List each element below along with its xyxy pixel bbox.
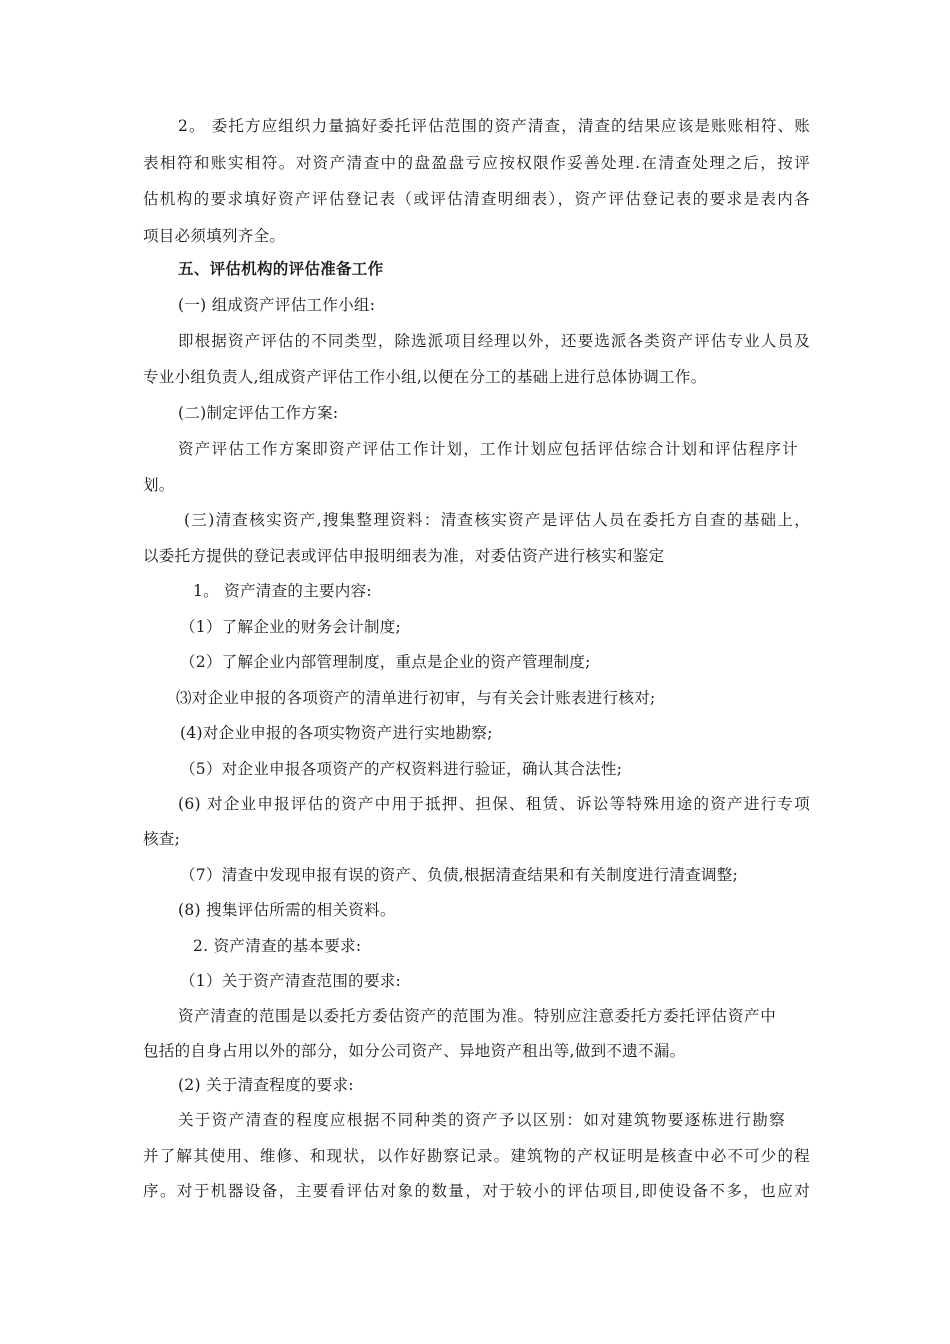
list-item: （7）清查中发现申报有误的资产、负债,根据清查结果和有关制度进行清查调整; — [180, 866, 739, 884]
list-item: （2）了解企业内部管理制度，重点是企业的资产管理制度; — [180, 653, 591, 671]
list-item: (6) 对企业申报评估的资产中用于抵押、担保、租赁、诉讼等特殊用途的资产进行专项 — [178, 795, 810, 813]
paragraph-line: 关于资产清查的程度应根据不同种类的资产予以区别：如对建筑物要逐栋进行勘察 — [178, 1111, 785, 1129]
paragraph-line: 资产清查的范围是以委托方委估资产的范围为准。特别应注意委托方委托评估资产中 — [178, 1007, 776, 1025]
list-item: (2) 关于清查程度的要求: — [178, 1076, 354, 1094]
subsection-heading: (二)制定评估工作方案: — [178, 404, 339, 422]
paragraph-line: 以委托方提供的登记表或评估申报明细表为准，对委估资产进行核实和鉴定 — [143, 547, 665, 565]
subsection-heading: (一) 组成资产评估工作小组: — [178, 296, 376, 314]
paragraph-line: 表相符和账实相符。对资产清查中的盘盈盘亏应按权限作妥善处理.在清查处理之后，按评 — [143, 154, 810, 172]
list-item: (8) 搜集评估所需的相关资料。 — [178, 901, 396, 919]
paragraph-line: 2。 委托方应组织力量搞好委托评估范围的资产清查，清查的结果应该是账账相符、账 — [178, 117, 810, 135]
paragraph-line: (三)清查核实资产,搜集整理资料：清查核实资产是评估人员在委托方自查的基础上， — [184, 511, 810, 529]
paragraph-line: 专业小组负责人,组成资产评估工作小组,以便在分工的基础上进行总体协调工作。 — [143, 368, 707, 386]
paragraph-line: 项目必须填列齐全。 — [143, 227, 286, 245]
paragraph-line: 划。 — [143, 476, 175, 494]
paragraph-line: 序。对于机器设备，主要看评估对象的数量，对于较小的评估项目,即使设备不多，也应对 — [143, 1182, 810, 1200]
list-heading: 1。 资产清查的主要内容: — [193, 582, 372, 600]
paragraph-line: 并了解其使用、维修、和现状，以作好勘察记录。建筑物的产权证明是核查中必不可少的程 — [143, 1147, 810, 1165]
paragraph-line: 包括的自身占用以外的部分，如分公司资产、异地资产租出等,做到不遗不漏。 — [143, 1042, 686, 1060]
list-item: (4)对企业申报的各项实物资产进行实地勘察; — [180, 724, 493, 742]
paragraph-line: 即根据资产评估的不同类型，除选派项目经理以外，还要选派各类资产评估专业人员及 — [178, 332, 810, 350]
list-item: 核查; — [143, 830, 181, 848]
list-item: （1）了解企业的财务会计制度; — [180, 618, 402, 636]
list-item: （5）对企业申报各项资产的产权资料进行验证，确认其合法性; — [180, 760, 623, 778]
paragraph-line: 估机构的要求填好资产评估登记表（或评估清查明细表），资产评估登记表的要求是表内各 — [143, 190, 810, 208]
list-item: （1）关于资产清查范围的要求: — [180, 972, 402, 990]
paragraph-line: 资产评估工作方案即资产评估工作计划，工作计划应包括评估综合计划和评估程序计 — [178, 440, 798, 458]
list-item: ⑶对企业申报的各项资产的清单进行初审，与有关会计账表进行核对; — [176, 689, 656, 707]
section-heading: 五、评估机构的评估准备工作 — [178, 259, 384, 278]
list-heading: 2. 资产清查的基本要求: — [193, 937, 362, 955]
